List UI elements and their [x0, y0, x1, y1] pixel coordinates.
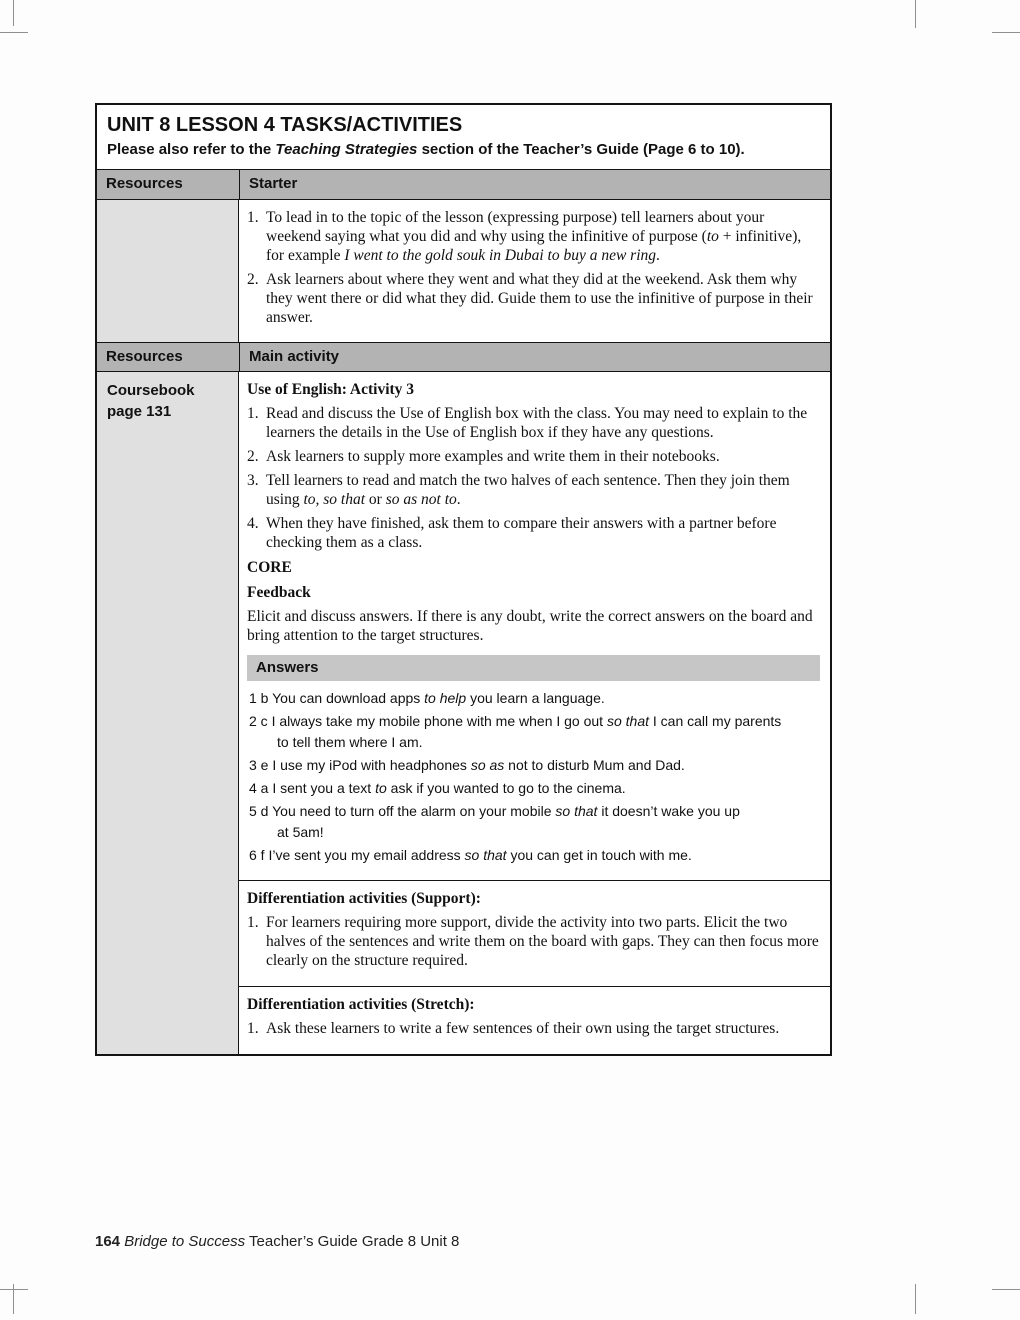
page-footer: 164 Bridge to Success Teacher’s Guide Grade 8 Unit 8 — [95, 1233, 460, 1250]
item-text: Tell learners to read and match the two halves of each sentence. Then they join them using to, so that or so as not to. — [266, 472, 790, 509]
item-text: Read and discuss the Use of English box with the class. You may need to explain to the learners the details in the Use of English box if they have any questions. — [266, 405, 808, 442]
crop-mark — [915, 1284, 916, 1314]
answer-line: 2 c I always take my mobile phone with me when I go out so that I can call my parents to tell them where I am. — [249, 712, 782, 750]
item-text: Ask these learners to write a few sentences of their own using the target structures. — [266, 1019, 780, 1037]
item-number: 2. — [247, 448, 259, 466]
answer-line: 3 e I use my iPod with headphones so as not to disturb Mum and Dad. — [249, 756, 685, 773]
main-header-row — [97, 342, 830, 373]
item-number: 1. — [247, 1019, 259, 1037]
item-number: 1. — [247, 913, 259, 931]
crop-mark — [915, 0, 916, 28]
item-text: For learners requiring more support, divide the activity into two parts. Elicit the two halves of the sentences and write them on the board with gaps. They can then focus more clearly on the structure required. — [266, 913, 819, 969]
header-resources-main: Resources — [106, 347, 183, 365]
list-item — [247, 270, 820, 327]
crop-mark — [0, 32, 28, 33]
title-block — [97, 105, 830, 169]
list-item — [247, 913, 820, 970]
crop-mark — [13, 0, 14, 26]
item-text: Ask learners about where they went and what they did at the weekend. Ask them why they went there or did what they did. Guide them to use the infinitive of purpose in their answer. — [266, 270, 813, 326]
answer-line: 1 b You can download apps to help you learn a language. — [249, 689, 605, 706]
answer-line: 4 a I sent you a text to ask if you wanted to go to the cinema. — [249, 779, 626, 796]
header-main-activity: Main activity — [239, 343, 830, 372]
starter-resources-cell — [97, 200, 239, 342]
item-text: Ask learners to supply more examples and write them in their notebooks. — [266, 448, 720, 466]
answers-body — [247, 681, 820, 870]
answers-header: Answers — [247, 655, 820, 681]
stretch-heading: Differentiation activities (Stretch): — [247, 995, 475, 1013]
list-item — [247, 1019, 820, 1038]
item-number: 1. — [247, 405, 259, 423]
resource-line: Coursebook — [107, 382, 195, 400]
lesson-activities-table — [95, 103, 832, 1056]
main-activity-column — [239, 372, 830, 1054]
answers-box — [247, 655, 820, 870]
feedback-label: Feedback — [247, 584, 311, 602]
differentiation-stretch-section — [239, 986, 830, 1054]
header-starter: Starter — [239, 170, 830, 199]
differentiation-support-section — [239, 880, 830, 986]
crop-mark — [992, 1289, 1020, 1290]
starter-content — [239, 200, 830, 342]
item-number: 4. — [247, 515, 259, 533]
main-activity-content — [239, 372, 830, 880]
document-title: UNIT 8 LESSON 4 TASKS/ACTIVITIES — [107, 114, 463, 136]
list-item — [247, 447, 820, 466]
answer-line: 5 d You need to turn off the alarm on your mobile so that it doesn’t wake you up at 5am! — [249, 802, 740, 840]
header-resources-starter: Resources — [106, 174, 183, 192]
list-item — [247, 514, 820, 552]
document-subtitle: Please also refer to the Teaching Strategies section of the Teacher’s Guide (Page 6 to 10). — [107, 141, 745, 158]
crop-mark — [0, 1289, 28, 1290]
starter-row — [97, 200, 830, 342]
main-resources-cell — [97, 372, 239, 1054]
activity-heading: Use of English: Activity 3 — [247, 381, 415, 399]
answer-line: 6 f I’ve sent you my email address so that you can get in touch with me. — [249, 846, 692, 863]
core-label: CORE — [247, 559, 292, 577]
item-number: 1. — [247, 208, 259, 226]
starter-header-row — [97, 169, 830, 200]
support-heading: Differentiation activities (Support): — [247, 889, 481, 907]
main-activity-row — [97, 372, 830, 1054]
item-text: To lead in to the topic of the lesson (expressing purpose) tell learners about your weekend saying what you did and why using the infinitive of purpose (to + infinitive), for example I went to the gold souk in Dubai to buy a new ring. — [266, 208, 802, 264]
item-number: 3. — [247, 472, 259, 490]
feedback-text: Elicit and discuss answers. If there is any doubt, write the correct answers on the board and bring attention to the target structures. — [247, 608, 813, 645]
item-number: 2. — [247, 270, 259, 288]
resource-line: page 131 — [107, 402, 172, 420]
list-item — [247, 208, 820, 265]
item-text: When they have finished, ask them to compare their answers with a partner before checking them as a class. — [266, 515, 777, 552]
list-item — [247, 471, 820, 509]
list-item — [247, 404, 820, 442]
crop-mark — [992, 32, 1020, 33]
